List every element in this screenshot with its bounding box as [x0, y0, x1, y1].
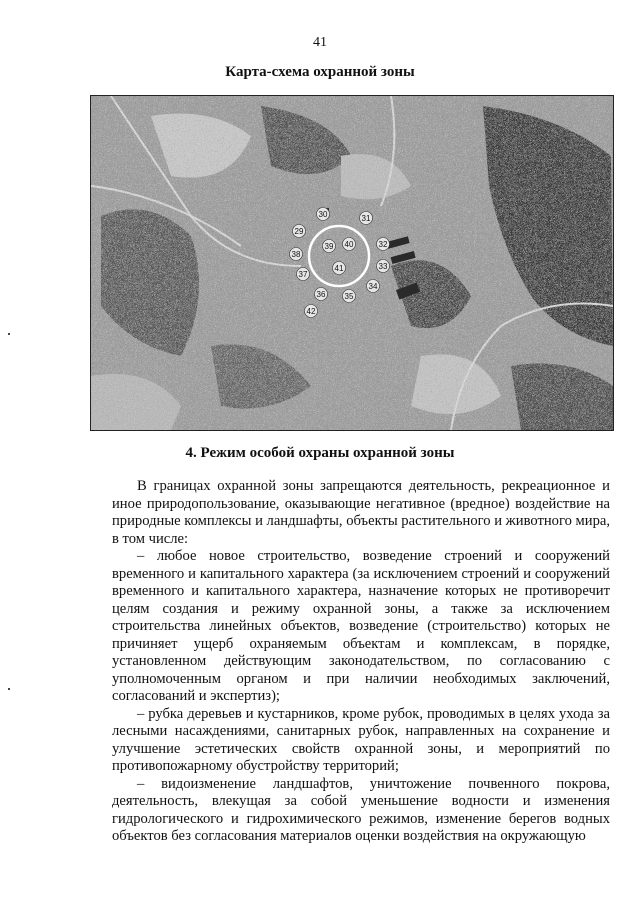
zone-marker-label: 29 [294, 227, 304, 236]
section-heading: 4. Режим особой охраны охранной зоны [185, 445, 455, 461]
zone-marker [333, 262, 346, 275]
zone-marker [367, 280, 380, 293]
scan-mark [8, 333, 10, 335]
regime-text [112, 478, 610, 846]
page-number: 41 [313, 35, 327, 50]
zone-marker-label: 37 [298, 270, 308, 279]
zone-marker-label: 36 [316, 290, 326, 299]
satellite-map [90, 95, 614, 431]
construction-clause: – любое новое строительство, возведение строений и сооружений временного и капитального характера (за исключением строений и сооружений временного и капитального характера, назначение которых не противоречит целям создания и режиму охранной зоны, а также за исключением строительства линейных объектов, возведение (строительство) которых не причиняет ущерб охраняемым объектам и комплексам, в порядке, установленном действующим законодательством, по согласованию с уполномоченным органом и при наличии необходимых заключений, согласований и экспертиз); [112, 548, 610, 704]
zone-marker [323, 240, 336, 253]
zone-marker-label: 38 [291, 250, 301, 259]
zone-marker [360, 212, 373, 225]
zone-marker-label: 42 [306, 307, 316, 316]
zone-marker [315, 288, 328, 301]
scan-mark [8, 688, 10, 690]
zone-marker [377, 238, 390, 251]
zone-marker-label: 40 [344, 240, 354, 249]
zone-marker-label: 30 [318, 210, 328, 219]
map-texture [91, 96, 613, 430]
zone-marker-label: 35 [344, 292, 354, 301]
intro-paragraph: В границах охранной зоны запрещаются деятельность, рекреационное и иное природопользование, оказывающие негативное (вредное) воздействие на природные комплексы и ландшафты, объекты растительного и животного мира, в том числе: [112, 478, 610, 547]
zone-marker-label: 31 [361, 214, 371, 223]
zone-marker-label: 33 [378, 262, 388, 271]
zone-marker-label: 41 [334, 264, 344, 273]
zone-marker [305, 305, 318, 318]
zone-marker [317, 208, 330, 221]
zone-marker [290, 248, 303, 261]
zone-marker-label: 34 [368, 282, 378, 291]
tree-cutting-clause: – рубка деревьев и кустарников, кроме рубок, проводимых в целях ухода за лесными насаждениями, санитарных рубок, направленных на сохранение и улучшение эстетических свойств охранной зоны, и мероприятий по противопожарному обустройству территорий; [112, 705, 610, 774]
zone-marker [377, 260, 390, 273]
zone-marker-label: 32 [378, 240, 388, 249]
zone-marker [343, 238, 356, 251]
zone-marker-label: 39 [324, 242, 334, 251]
zone-marker [343, 290, 356, 303]
zone-marker [297, 268, 310, 281]
landscape-change-clause: – видоизменение ландшафтов, уничтожение почвенного покрова, деятельность, влекущая за собой уменьшение водности и изменения гидрологического и гидрохимического режимов, изменение берегов водных объектов без согласования материалов оценки воздействия на окружающую [112, 775, 610, 844]
map-title: Карта-схема охранной зоны [225, 64, 415, 80]
map-svg [91, 96, 613, 430]
zone-marker [293, 225, 306, 238]
